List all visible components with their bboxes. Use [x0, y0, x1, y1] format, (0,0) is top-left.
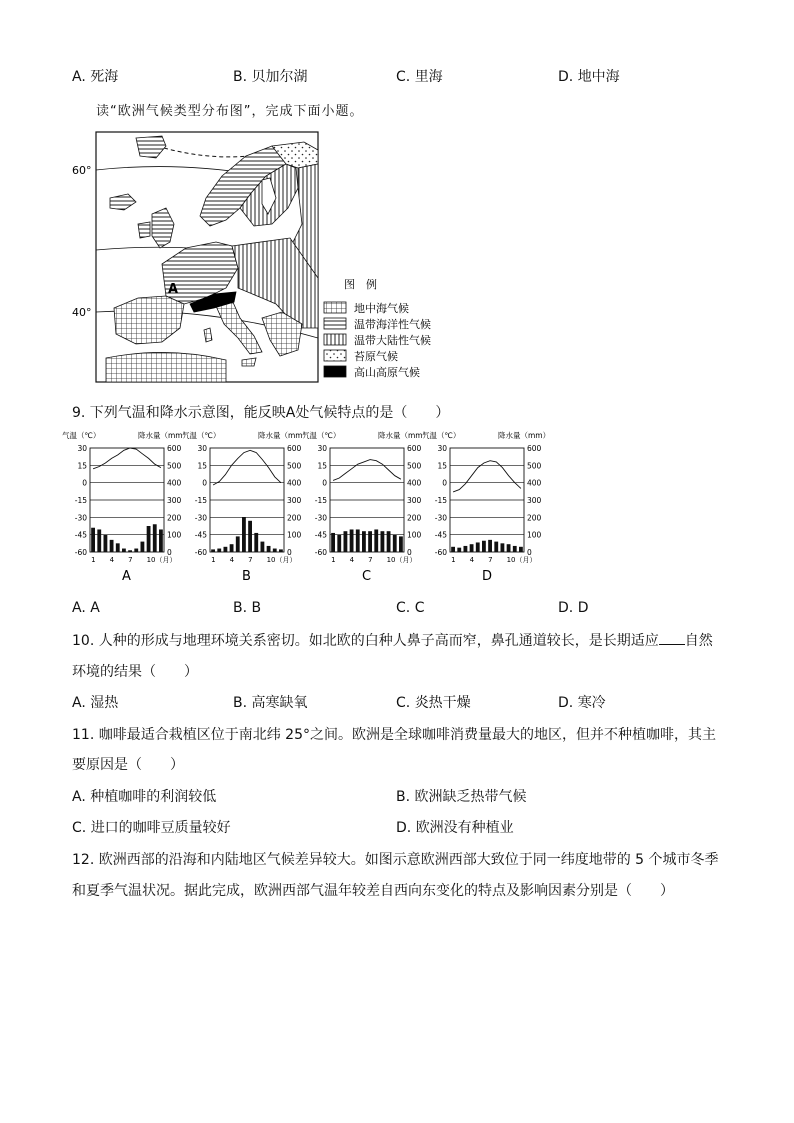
temp-tick-label: -30	[74, 513, 87, 523]
month-tick-label: 1	[91, 556, 96, 564]
temp-tick-label: 15	[77, 461, 87, 471]
precip-tick-label: 0	[287, 548, 292, 557]
precip-tick-label: 300	[287, 496, 302, 505]
precip-bar	[254, 533, 258, 552]
left-axis-title: 气温（℃）	[182, 431, 221, 440]
legend-swatch-solid	[324, 366, 346, 377]
ireland-shape	[138, 222, 150, 238]
precip-bar	[230, 544, 234, 552]
precip-bar	[242, 517, 246, 552]
precip-tick-label: 200	[287, 513, 302, 523]
q10-stem-line2: 环境的结果（ ）	[72, 664, 198, 680]
q11-option-c[interactable]: C. 进口的咖啡豆质量较好	[72, 820, 231, 836]
precip-tick-label: 0	[527, 548, 532, 557]
temp-tick-label: -15	[314, 496, 327, 505]
temp-tick-label: 30	[437, 444, 447, 453]
temp-tick-label: -45	[434, 530, 447, 540]
temp-tick-label: 30	[317, 444, 327, 453]
precip-bar	[267, 546, 271, 552]
precip-bar	[393, 535, 397, 552]
climate-chart-a	[62, 430, 190, 584]
q12-stem-line2: 和夏季气温状况。据此完成，欧洲西部气温年较差自西向东变化的特点及影响因素分别是（ ）	[72, 883, 674, 899]
precip-tick-label: 600	[527, 444, 542, 453]
temp-tick-label: -30	[314, 513, 327, 523]
precip-bar	[513, 546, 517, 552]
precip-bar	[368, 531, 372, 552]
q9-option-a[interactable]: A. A	[72, 600, 100, 616]
climate-chart-b	[182, 430, 310, 584]
precip-bar	[501, 543, 505, 552]
temp-tick-label: 0	[82, 478, 87, 488]
month-tick-label: 1	[331, 556, 336, 564]
temp-tick-label: -15	[74, 496, 87, 505]
month-tick-label: 10（月）	[266, 556, 297, 564]
precip-tick-label: 100	[287, 530, 302, 540]
left-axis-title: 气温（℃）	[422, 431, 461, 440]
precip-tick-label: 200	[407, 513, 422, 523]
legend-swatch-vlines	[324, 334, 346, 345]
temp-tick-label: -30	[434, 513, 447, 523]
q11-option-d[interactable]: D. 欧洲没有种植业	[396, 820, 514, 836]
precip-bar	[273, 549, 277, 552]
q11-option-b[interactable]: B. 欧洲缺乏热带气候	[396, 789, 527, 805]
q9-option-d[interactable]: D. D	[558, 600, 589, 616]
q11-option-a[interactable]: A. 种植咖啡的利润较低	[72, 789, 217, 805]
temp-tick-label: 15	[317, 461, 327, 471]
right-axis-title: 降水量（mm）	[258, 431, 311, 440]
precip-tick-label: 600	[287, 444, 302, 453]
temp-tick-label: -15	[194, 496, 207, 505]
legend-label-solid: 高山高原气候	[354, 366, 420, 379]
q10-option-a[interactable]: A. 湿热	[72, 695, 119, 711]
precip-bar	[519, 547, 523, 552]
lat-60-label: 60°	[72, 164, 92, 177]
precip-tick-label: 100	[527, 530, 542, 540]
precip-bar	[134, 549, 138, 552]
climate-chart-d	[422, 430, 550, 584]
precip-bar	[399, 536, 403, 552]
temp-tick-label: -60	[434, 548, 447, 557]
temp-tick-label: 15	[197, 461, 207, 471]
precip-bar	[128, 550, 132, 552]
precip-tick-label: 500	[167, 461, 182, 471]
month-tick-label: 7	[248, 556, 253, 564]
temp-tick-label: -45	[314, 530, 327, 540]
precip-bar	[116, 543, 120, 552]
precip-bar	[279, 549, 283, 552]
precip-bar	[356, 529, 360, 552]
climate-charts	[60, 426, 560, 586]
q8-option-b[interactable]: B. 贝加尔湖	[233, 69, 308, 85]
precip-bar	[122, 549, 126, 552]
precip-bar	[451, 547, 455, 552]
month-tick-label: 7	[488, 556, 493, 564]
precip-tick-label: 300	[407, 496, 422, 505]
temp-tick-label: 0	[322, 478, 327, 488]
q11-stem-line1: 11. 咖啡最适合栽植区位于南北纬 25°之间。欧洲是全球咖啡消费量最大的地区，但并不种植咖啡，其主	[72, 727, 716, 743]
left-axis-title: 气温（℃）	[302, 431, 341, 440]
q8-option-d[interactable]: D. 地中海	[558, 69, 620, 85]
month-tick-label: 4	[109, 556, 115, 564]
map-legend	[324, 277, 431, 379]
month-tick-label: 1	[211, 556, 216, 564]
right-axis-title: 降水量（mm）	[138, 431, 191, 440]
precip-bar	[488, 540, 492, 552]
precip-tick-label: 0	[167, 548, 172, 557]
temp-tick-label: 0	[202, 478, 207, 488]
precip-bar	[374, 529, 378, 552]
precip-tick-label: 300	[167, 496, 182, 505]
precip-bar	[457, 548, 461, 552]
precip-tick-label: 400	[527, 478, 542, 488]
precip-bar	[97, 529, 101, 552]
precip-tick-label: 600	[167, 444, 182, 453]
precip-tick-label: 500	[287, 461, 302, 471]
precip-bar	[224, 547, 228, 552]
precip-bar	[337, 535, 341, 552]
q10-option-c[interactable]: C. 炎热干燥	[396, 695, 471, 711]
precip-bar	[350, 529, 354, 552]
chart-panel-label: C	[362, 569, 372, 584]
temp-tick-label: 0	[442, 478, 447, 488]
precip-bar	[217, 549, 221, 552]
right-axis-title: 降水量（mm）	[498, 431, 551, 440]
precip-bar	[381, 531, 385, 552]
legend-swatch-grid	[324, 302, 346, 313]
precip-bar	[91, 528, 95, 552]
precip-tick-label: 200	[527, 513, 542, 523]
month-tick-label: 10（月）	[386, 556, 417, 564]
legend-title: 图 例	[344, 278, 377, 291]
precip-bar	[387, 531, 391, 552]
legend-label-dots: 苔原气候	[354, 350, 398, 363]
month-tick-label: 1	[451, 556, 456, 564]
precip-tick-label: 400	[287, 478, 302, 488]
temp-tick-label: -15	[434, 496, 447, 505]
precip-bar	[507, 544, 511, 552]
month-tick-label: 4	[229, 556, 235, 564]
legend-swatch-hlines	[324, 318, 346, 329]
temp-tick-label: -30	[194, 513, 207, 523]
precip-bar	[464, 546, 468, 552]
precip-tick-label: 100	[407, 530, 422, 540]
legend-label-hlines: 温带海洋性气候	[354, 318, 431, 331]
temp-tick-label: -60	[74, 548, 87, 557]
precip-tick-label: 500	[407, 461, 422, 471]
q9-option-b[interactable]: B. B	[233, 600, 262, 616]
legend-label-grid: 地中海气候	[354, 302, 409, 315]
north-africa-shape	[106, 352, 226, 382]
point-a-label: A	[168, 282, 179, 297]
chart-panel-label: B	[242, 569, 251, 584]
q9-stem: 9. 下列气温和降水示意图，能反映A处气候特点的是（ ）	[72, 405, 450, 421]
precip-bar	[248, 521, 252, 552]
temp-tick-label: 30	[197, 444, 207, 453]
temp-tick-label: 30	[77, 444, 87, 453]
intro-text: 读“欧洲气候类型分布图”，完成下面小题。	[96, 104, 364, 119]
q10-blank	[659, 632, 685, 645]
europe-climate-map	[66, 128, 456, 388]
precip-bar	[494, 542, 498, 552]
q8-option-a[interactable]: A. 死海	[72, 69, 119, 85]
month-tick-label: 7	[368, 556, 373, 564]
lat-40-label: 40°	[72, 306, 92, 319]
climate-chart-c	[302, 430, 430, 584]
q8-option-c[interactable]: C. 里海	[396, 69, 443, 85]
precip-tick-label: 200	[167, 513, 182, 523]
precip-bar	[147, 526, 151, 552]
precip-tick-label: 400	[167, 478, 182, 488]
precip-bar	[261, 542, 265, 552]
right-axis-title: 降水量（mm）	[378, 431, 431, 440]
precip-bar	[153, 524, 157, 552]
legend-label-vlines: 温带大陆性气候	[354, 334, 431, 347]
month-tick-label: 7	[128, 556, 133, 564]
temp-tick-label: -60	[314, 548, 327, 557]
chart-panel-label: A	[122, 569, 131, 584]
month-tick-label: 10（月）	[506, 556, 537, 564]
q10-stem-line1: 10. 人种的形成与地理环境关系密切。如北欧的白种人鼻子高而窄，鼻孔通道较长，是长期适应 自然	[72, 633, 713, 649]
q9-option-c[interactable]: C. C	[396, 600, 425, 616]
temp-tick-label: -60	[194, 548, 207, 557]
precip-bar	[110, 540, 114, 552]
q12-stem-line1: 12. 欧洲西部的沿海和内陆地区气候差异较大。如图示意欧洲西部大致位于同一纬度地带的 5 个城市冬季	[72, 852, 719, 868]
precip-bar	[104, 535, 108, 552]
precip-tick-label: 400	[407, 478, 422, 488]
precip-tick-label: 600	[407, 444, 422, 453]
precip-bar	[482, 541, 486, 552]
month-tick-label: 4	[349, 556, 355, 564]
q10-option-b[interactable]: B. 高寒缺氧	[233, 695, 308, 711]
precip-bar	[211, 549, 215, 552]
temp-tick-label: -45	[194, 530, 207, 540]
precip-bar	[344, 531, 348, 552]
precip-tick-label: 0	[407, 548, 412, 557]
precip-bar	[141, 542, 145, 552]
precip-bar	[476, 542, 480, 552]
precip-tick-label: 300	[527, 496, 542, 505]
precip-bar	[470, 544, 474, 552]
precip-bar	[362, 531, 366, 552]
chart-panel-label: D	[482, 569, 493, 584]
temp-tick-label: -45	[74, 530, 87, 540]
left-axis-title: 气温（℃）	[62, 431, 101, 440]
month-tick-label: 4	[469, 556, 475, 564]
month-tick-label: 10（月）	[146, 556, 177, 564]
precip-tick-label: 100	[167, 530, 182, 540]
q10-option-d[interactable]: D. 寒冷	[558, 695, 606, 711]
precip-tick-label: 500	[527, 461, 542, 471]
precip-bar	[236, 536, 240, 552]
legend-swatch-dots	[324, 350, 346, 361]
temp-tick-label: 15	[437, 461, 447, 471]
q11-stem-line2: 要原因是（ ）	[72, 757, 184, 773]
precip-bar	[159, 529, 163, 552]
precip-bar	[331, 533, 335, 552]
